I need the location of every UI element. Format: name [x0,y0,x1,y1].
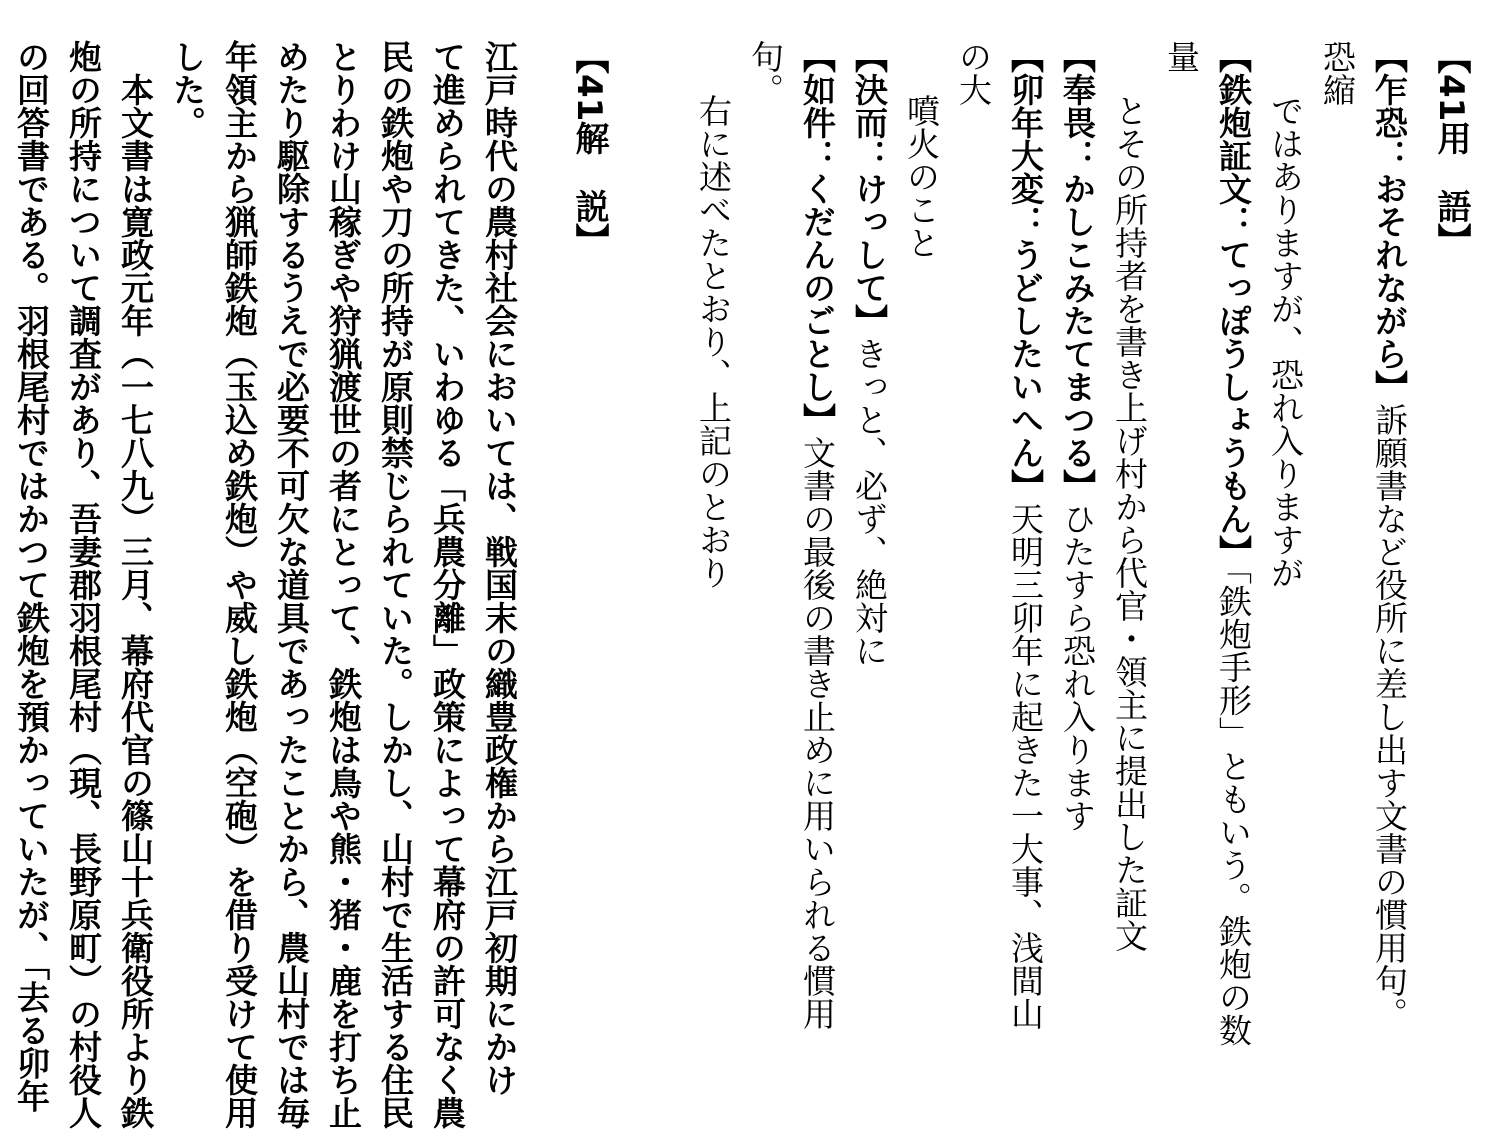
glossary-definition: 文書の最後の書き止めに用いられる慣用句。 [746,40,837,1030]
glossary-heading: 【41用 語】 [1431,40,1471,258]
paragraph-line: した。 [168,40,207,139]
paragraph-line: 年領主から猟師鉄炮（玉込め鉄炮）や威し鉄炮（空砲）を借り受けて使用 [220,40,259,1129]
glossary-entry [1051,40,1103,1056]
section-gap [615,40,687,1056]
glossary-term: 【奉畏：かしこみたてまつる】 [1058,40,1097,502]
glossary-definition: 訴願書など役所に差し出す文書の慣用句。恐縮 [1318,40,1409,1030]
commentary-paragraph [0,40,161,1129]
glossary-definition: ひたすら恐れ入ります [1058,502,1097,832]
commentary-paragraph [161,40,525,1129]
glossary-entry [1311,40,1415,1056]
commentary-heading: 【41解 説】 [569,40,609,258]
paragraph-line: の回答書である。羽根尾村ではかつて鉄炮を預かっていたが、「去る卯年 [12,40,51,1113]
glossary-continuation: ではありますが、恐れ入りますが [1266,94,1305,589]
glossary-continuation: とその所持者を書き上げ村から代官・領主に提出した証文 [1110,94,1149,952]
paragraph-line [0,40,5,1056]
glossary-term: 【卯年大変：うどしたいへん】 [1006,40,1045,502]
glossary-entry [1155,40,1259,1056]
glossary-definition: きっと、必ず、絶対に [850,337,889,667]
paragraph-line: 民の鉄炮や刀の所持が原則禁じられていた。しかし、山村で生活する住民 [376,40,415,1129]
paragraph-line: 江戸時代の農村社会においては、戦国末の織豊政権から江戸初期にかけ [480,40,519,1096]
glossary-entry [947,40,1051,1056]
heading-gap [525,40,563,1056]
glossary-definition: 「鉄炮手形」ともいう。鉄炮の数量 [1162,40,1253,1047]
paragraph-line: て進められてきた、いわゆる「兵農分離」政策によって幕府の許可なく農 [428,40,467,1129]
glossary-term: 【鉄炮証文：てっぽうしょうもん】 [1214,40,1253,568]
paragraph-line: 本文書は寛政元年（一七八九）三月、幕府代官の篠山十兵衛役所より鉄 [116,73,155,1129]
glossary-term: 【決而：けっして】 [850,40,889,337]
glossary-term: 【乍恐：おそれながら】 [1370,40,1409,403]
glossary-definition: 天明三卯年に起きた一大事、浅間山の大 [954,40,1045,1030]
glossary-term: 【如件：くだんのごとし】 [798,40,837,436]
glossary-continuation: 右に述べたとおり、上記のとおり [694,94,733,589]
paragraph-line: めたり駆除するうえで必要不可欠な道具であったことから、農山村では毎 [272,40,311,1129]
glossary-entry [739,40,843,1056]
glossary-entry [843,40,895,1056]
paragraph-line: とりわけ山稼ぎや狩猟渡世の者にとって、鉄炮は鳥や熊・猪・鹿を打ち止 [324,40,363,1129]
glossary-continuation: 噴火のこと [902,94,941,259]
paragraph-line: 炮の所持について調査があり、吾妻郡羽根尾村（現、長野原町）の村役人 [64,40,103,1129]
